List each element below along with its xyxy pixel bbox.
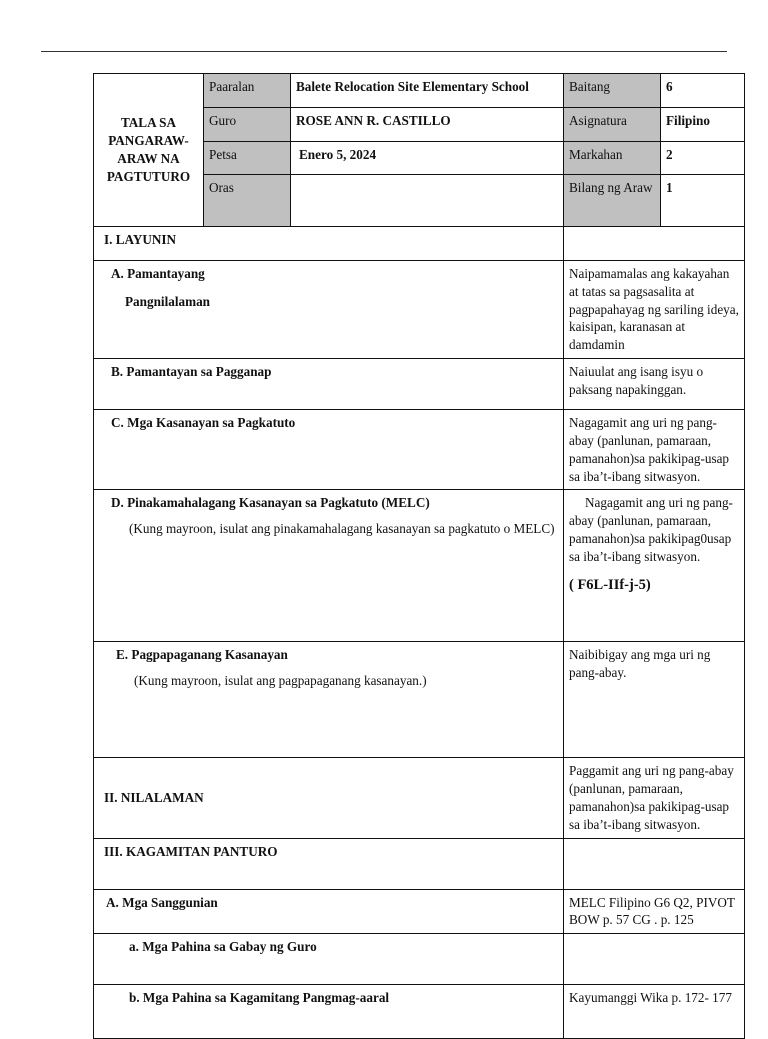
asignatura-value: Filipino [661, 108, 745, 142]
gabay-guro-label: a. Mga Pahina sa Gabay ng Guro [94, 934, 564, 985]
pagpapaganang-label: E. Pagpapaganang Kasanayan [116, 647, 288, 663]
sanggunian-value: MELC Filipino G6 Q2, PIVOT BOW p. 57 CG . p. 125 [564, 889, 745, 934]
row-layunin [94, 227, 745, 261]
row-sanggunian [94, 889, 745, 934]
melc-note: (Kung mayroon, isulat ang pinakamahalagang kasanayan sa pagkatuto o MELC) [129, 521, 555, 537]
row-kasanayan-pagkatuto [94, 410, 745, 490]
row-pamantayan-pagganap [94, 359, 745, 410]
document-title: TALA SA PANGARAW-ARAW NA PAGTUTURO [94, 74, 204, 227]
row-kagamitan [94, 838, 745, 889]
oras-value [291, 175, 564, 227]
pamantayang-nilalaman-value: Naipamamalas ang kakayahan at tatas sa pagsasalita at pagpapahayag ng sariling ideya, kaisipan, karanasan at damdamin [564, 261, 745, 359]
row-melc [94, 490, 745, 642]
paaralan-value: Balete Relocation Site Elementary School [291, 74, 564, 108]
row-nilalaman [94, 758, 745, 838]
markahan-value: 2 [661, 142, 745, 175]
pagpapaganang-value: Naibibigay ang mga uri ng pang-abay. [564, 642, 745, 758]
kagamitan-label: III. KAGAMITAN PANTURO [94, 838, 564, 889]
markahan-label: Markahan [564, 142, 661, 175]
oras-label: Oras [204, 175, 291, 227]
sanggunian-label: A. Mga Sanggunian [94, 889, 564, 934]
row-pagpapaganang [94, 642, 745, 758]
melc-value: Nagagamit ang uri ng pang-abay (panlunan, pamaraan, pamanahon)sa pakikipag0usap sa iba’t-ibang sitwasyon. [569, 495, 733, 564]
row-kagamitang-mag-aaral [94, 985, 745, 1039]
asignatura-label: Asignatura [564, 108, 661, 142]
baitang-value: 6 [661, 74, 745, 108]
kagamitan-value [564, 838, 745, 889]
pamantayan-pagganap-value: Naiuulat ang isang isyu o paksang napakinggan. [564, 359, 745, 410]
kagamitang-mag-aaral-label: b. Mga Pahina sa Kagamitang Pangmag-aaral [94, 985, 564, 1039]
pamantayang-nilalaman-label-line1: A. Pamantayang [111, 266, 205, 281]
melc-label-cell [94, 490, 564, 642]
row-gabay-guro [94, 934, 745, 985]
kasanayan-pagkatuto-value: Nagagamit ang uri ng pang-abay (panlunan, pamaraan, pamanahon)sa pakikipag-usap sa iba’t-ibang sitwasyon. [564, 410, 745, 490]
layunin-value [564, 227, 745, 261]
petsa-value: Enero 5, 2024 [291, 142, 564, 175]
baitang-label: Baitang [564, 74, 661, 108]
nilalaman-value: Paggamit ang uri ng pang-abay (panlunan, pamaraan, pamanahon)sa pakikipag-usap sa iba’t-ibang sitwasyon. [564, 758, 745, 838]
nilalaman-label: II. NILALAMAN [94, 758, 564, 838]
petsa-label: Petsa [204, 142, 291, 175]
kagamitang-mag-aaral-value: Kayumanggi Wika p. 172- 177 [564, 985, 745, 1039]
pagpapaganang-note: (Kung mayroon, isulat ang pagpapaganang kasanayan.) [134, 673, 427, 689]
pamantayang-nilalaman-label-line2: Pangnilalaman [125, 293, 211, 309]
pagpapaganang-label-cell [94, 642, 564, 758]
header-row-paaralan [94, 74, 745, 108]
row-pamantayang-nilalaman [94, 261, 745, 359]
melc-label: D. Pinakamahalagang Kasanayan sa Pagkatuto (MELC) [111, 495, 430, 511]
layunin-label: I. LAYUNIN [94, 227, 564, 261]
melc-code: ( F6L-IIf-j-5) [569, 576, 651, 593]
top-rule [41, 51, 727, 52]
pamantayan-pagganap-label: B. Pamantayan sa Pagganap [94, 359, 564, 410]
melc-value-cell [564, 490, 745, 642]
guro-label: Guro [204, 108, 291, 142]
guro-value: ROSE ANN R. CASTILLO [291, 108, 564, 142]
paaralan-label: Paaralan [204, 74, 291, 108]
pamantayang-nilalaman-label [94, 261, 564, 359]
daily-lesson-log-table [93, 73, 745, 1039]
kasanayan-pagkatuto-label: C. Mga Kasanayan sa Pagkatuto [94, 410, 564, 490]
gabay-guro-value [564, 934, 745, 985]
bilang-ng-araw-value: 1 [661, 175, 745, 227]
bilang-ng-araw-label: Bilang ng Araw [564, 175, 661, 227]
